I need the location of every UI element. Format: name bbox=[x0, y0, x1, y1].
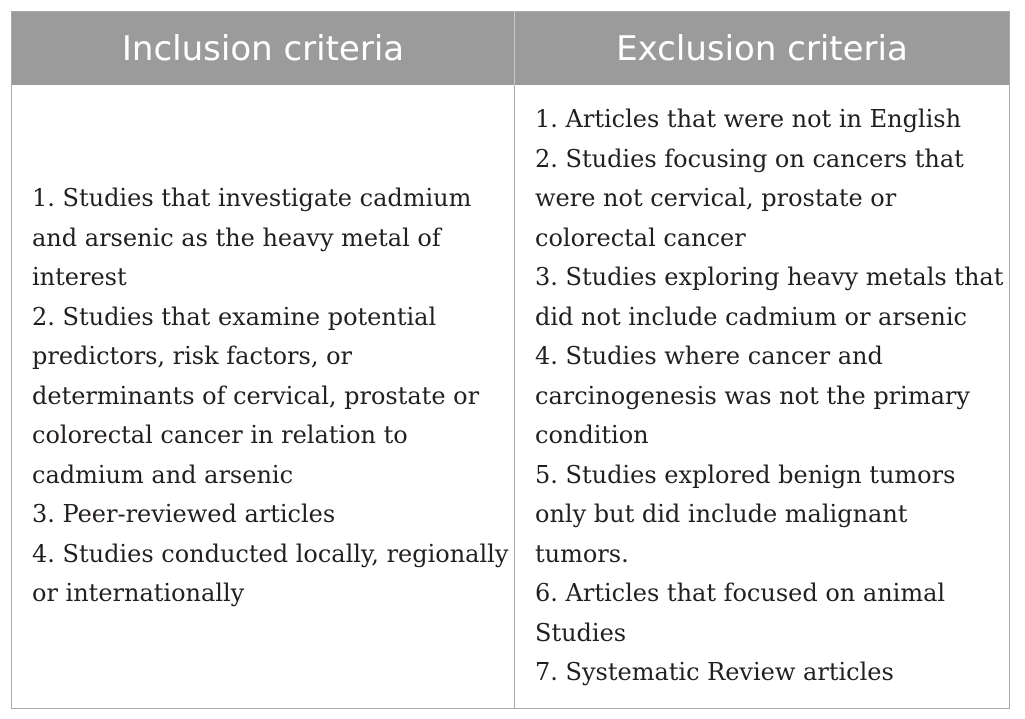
exclusion-line: 4. Studies where cancer and bbox=[535, 342, 883, 371]
inclusion-line: and arsenic as the heavy metal of bbox=[32, 223, 441, 252]
exclusion-line: carcinogenesis was not the primary bbox=[535, 381, 970, 410]
inclusion-header: Inclusion criteria bbox=[12, 12, 515, 86]
inclusion-line: cadmium and arsenic bbox=[32, 460, 294, 489]
exclusion-line: only but did include malignant bbox=[535, 500, 908, 529]
exclusion-cell bbox=[515, 85, 1010, 709]
inclusion-cell bbox=[12, 85, 515, 709]
exclusion-line: condition bbox=[535, 421, 649, 450]
exclusion-header: Exclusion criteria bbox=[515, 12, 1010, 86]
criteria-row bbox=[12, 85, 1010, 709]
exclusion-line: did not include cadmium or arsenic bbox=[535, 302, 967, 331]
exclusion-line: 5. Studies explored benign tumors bbox=[535, 460, 956, 489]
inclusion-line: colorectal cancer in relation to bbox=[32, 421, 408, 450]
inclusion-line: predictors, risk factors, or bbox=[32, 342, 352, 371]
exclusion-line: 6. Articles that focused on animal bbox=[535, 579, 946, 608]
inclusion-line: 2. Studies that examine potential bbox=[32, 302, 437, 331]
inclusion-line: 1. Studies that investigate cadmium bbox=[32, 184, 472, 213]
exclusion-line: 1. Articles that were not in English bbox=[535, 105, 962, 134]
exclusion-line: 2. Studies focusing on cancers that bbox=[535, 144, 964, 173]
exclusion-line: colorectal cancer bbox=[535, 223, 746, 252]
criteria-table bbox=[11, 11, 1010, 709]
exclusion-line: Studies bbox=[535, 618, 627, 647]
inclusion-line: determinants of cervical, prostate or bbox=[32, 381, 480, 410]
exclusion-line: 3. Studies exploring heavy metals that bbox=[535, 263, 1004, 292]
exclusion-line: tumors. bbox=[535, 539, 629, 568]
inclusion-line: or internationally bbox=[32, 579, 245, 608]
inclusion-line: 4. Studies conducted locally, regionally bbox=[32, 539, 509, 568]
header-row bbox=[12, 12, 1010, 86]
exclusion-line: 7. Systematic Review articles bbox=[535, 658, 894, 687]
inclusion-line: 3. Peer-reviewed articles bbox=[32, 500, 336, 529]
exclusion-line: were not cervical, prostate or bbox=[535, 184, 897, 213]
inclusion-line: interest bbox=[32, 263, 127, 292]
